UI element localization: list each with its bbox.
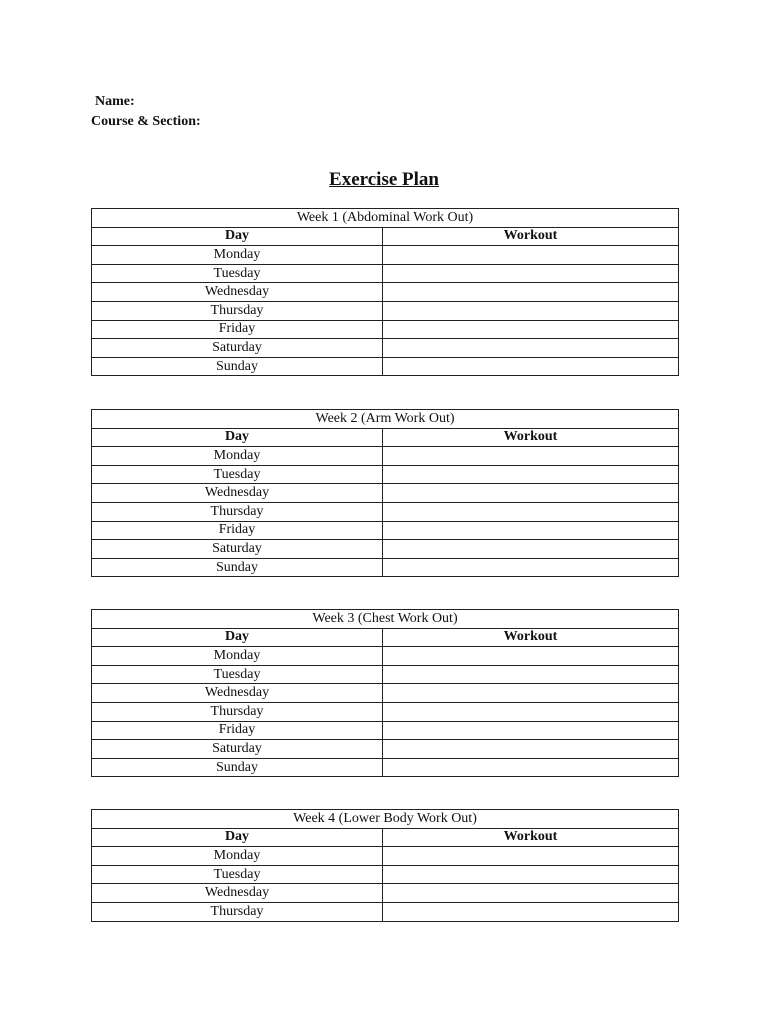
workout-cell[interactable] bbox=[383, 647, 679, 666]
day-cell: Monday bbox=[92, 447, 383, 466]
workout-column-header: Workout bbox=[383, 628, 679, 647]
table-row bbox=[92, 865, 679, 884]
week-3-table bbox=[91, 609, 679, 777]
workout-cell[interactable] bbox=[383, 865, 679, 884]
column-header-row bbox=[92, 428, 679, 447]
name-label: Name: bbox=[95, 94, 135, 109]
day-cell: Wednesday bbox=[92, 884, 383, 903]
week-caption-row bbox=[92, 209, 679, 228]
week-2-table bbox=[91, 409, 679, 577]
table-row bbox=[92, 665, 679, 684]
table-row bbox=[92, 902, 679, 921]
workout-cell[interactable] bbox=[383, 246, 679, 265]
week-caption-row bbox=[92, 610, 679, 629]
page-title: Exercise Plan bbox=[329, 169, 439, 190]
table-row bbox=[92, 558, 679, 577]
workout-cell[interactable] bbox=[383, 264, 679, 283]
week-caption-row bbox=[92, 410, 679, 429]
workout-column-header: Workout bbox=[383, 227, 679, 246]
table-row bbox=[92, 540, 679, 559]
workout-cell[interactable] bbox=[383, 465, 679, 484]
table-row bbox=[92, 484, 679, 503]
table-row bbox=[92, 684, 679, 703]
workout-cell[interactable] bbox=[383, 684, 679, 703]
workout-cell[interactable] bbox=[383, 283, 679, 302]
day-column-header: Day bbox=[92, 227, 383, 246]
workout-cell[interactable] bbox=[383, 902, 679, 921]
workout-cell[interactable] bbox=[383, 884, 679, 903]
week-caption-row bbox=[92, 810, 679, 829]
week-4-table bbox=[91, 809, 679, 922]
week-caption: Week 3 (Chest Work Out) bbox=[92, 610, 679, 629]
day-cell: Thursday bbox=[92, 702, 383, 721]
workout-column-header: Workout bbox=[383, 428, 679, 447]
table-row bbox=[92, 702, 679, 721]
week-caption: Week 2 (Arm Work Out) bbox=[92, 410, 679, 429]
day-cell: Monday bbox=[92, 647, 383, 666]
table-row bbox=[92, 647, 679, 666]
day-column-header: Day bbox=[92, 828, 383, 847]
workout-cell[interactable] bbox=[383, 357, 679, 376]
table-row bbox=[92, 264, 679, 283]
table-row bbox=[92, 246, 679, 265]
workout-cell[interactable] bbox=[383, 339, 679, 358]
workout-cell[interactable] bbox=[383, 740, 679, 759]
day-cell: Saturday bbox=[92, 339, 383, 358]
table-row bbox=[92, 465, 679, 484]
workout-cell[interactable] bbox=[383, 540, 679, 559]
day-cell: Saturday bbox=[92, 540, 383, 559]
workout-cell[interactable] bbox=[383, 847, 679, 866]
workout-cell[interactable] bbox=[383, 484, 679, 503]
workout-cell[interactable] bbox=[383, 758, 679, 777]
week-caption: Week 4 (Lower Body Work Out) bbox=[92, 810, 679, 829]
table-row bbox=[92, 447, 679, 466]
column-header-row bbox=[92, 828, 679, 847]
day-cell: Thursday bbox=[92, 502, 383, 521]
table-row bbox=[92, 502, 679, 521]
table-row bbox=[92, 521, 679, 540]
day-cell: Thursday bbox=[92, 301, 383, 320]
table-row bbox=[92, 283, 679, 302]
day-cell: Saturday bbox=[92, 740, 383, 759]
day-cell: Friday bbox=[92, 721, 383, 740]
workout-cell[interactable] bbox=[383, 447, 679, 466]
course-section-label: Course & Section: bbox=[91, 114, 201, 129]
day-column-header: Day bbox=[92, 628, 383, 647]
workout-cell[interactable] bbox=[383, 702, 679, 721]
workout-cell[interactable] bbox=[383, 521, 679, 540]
day-cell: Wednesday bbox=[92, 684, 383, 703]
day-cell: Sunday bbox=[92, 758, 383, 777]
day-cell: Tuesday bbox=[92, 865, 383, 884]
table-row bbox=[92, 884, 679, 903]
workout-cell[interactable] bbox=[383, 558, 679, 577]
workout-cell[interactable] bbox=[383, 320, 679, 339]
workout-column-header: Workout bbox=[383, 828, 679, 847]
table-row bbox=[92, 320, 679, 339]
workout-cell[interactable] bbox=[383, 502, 679, 521]
table-row bbox=[92, 339, 679, 358]
day-cell: Monday bbox=[92, 847, 383, 866]
workout-cell[interactable] bbox=[383, 301, 679, 320]
table-row bbox=[92, 357, 679, 376]
column-header-row bbox=[92, 227, 679, 246]
day-cell: Wednesday bbox=[92, 283, 383, 302]
table-row bbox=[92, 301, 679, 320]
week-caption: Week 1 (Abdominal Work Out) bbox=[92, 209, 679, 228]
day-cell: Thursday bbox=[92, 902, 383, 921]
day-cell: Tuesday bbox=[92, 264, 383, 283]
column-header-row bbox=[92, 628, 679, 647]
table-row bbox=[92, 847, 679, 866]
table-row bbox=[92, 721, 679, 740]
day-column-header: Day bbox=[92, 428, 383, 447]
day-cell: Tuesday bbox=[92, 665, 383, 684]
day-cell: Sunday bbox=[92, 357, 383, 376]
day-cell: Sunday bbox=[92, 558, 383, 577]
day-cell: Monday bbox=[92, 246, 383, 265]
day-cell: Wednesday bbox=[92, 484, 383, 503]
day-cell: Tuesday bbox=[92, 465, 383, 484]
table-row bbox=[92, 740, 679, 759]
workout-cell[interactable] bbox=[383, 665, 679, 684]
week-1-table bbox=[91, 208, 679, 376]
day-cell: Friday bbox=[92, 320, 383, 339]
day-cell: Friday bbox=[92, 521, 383, 540]
workout-cell[interactable] bbox=[383, 721, 679, 740]
table-row bbox=[92, 758, 679, 777]
